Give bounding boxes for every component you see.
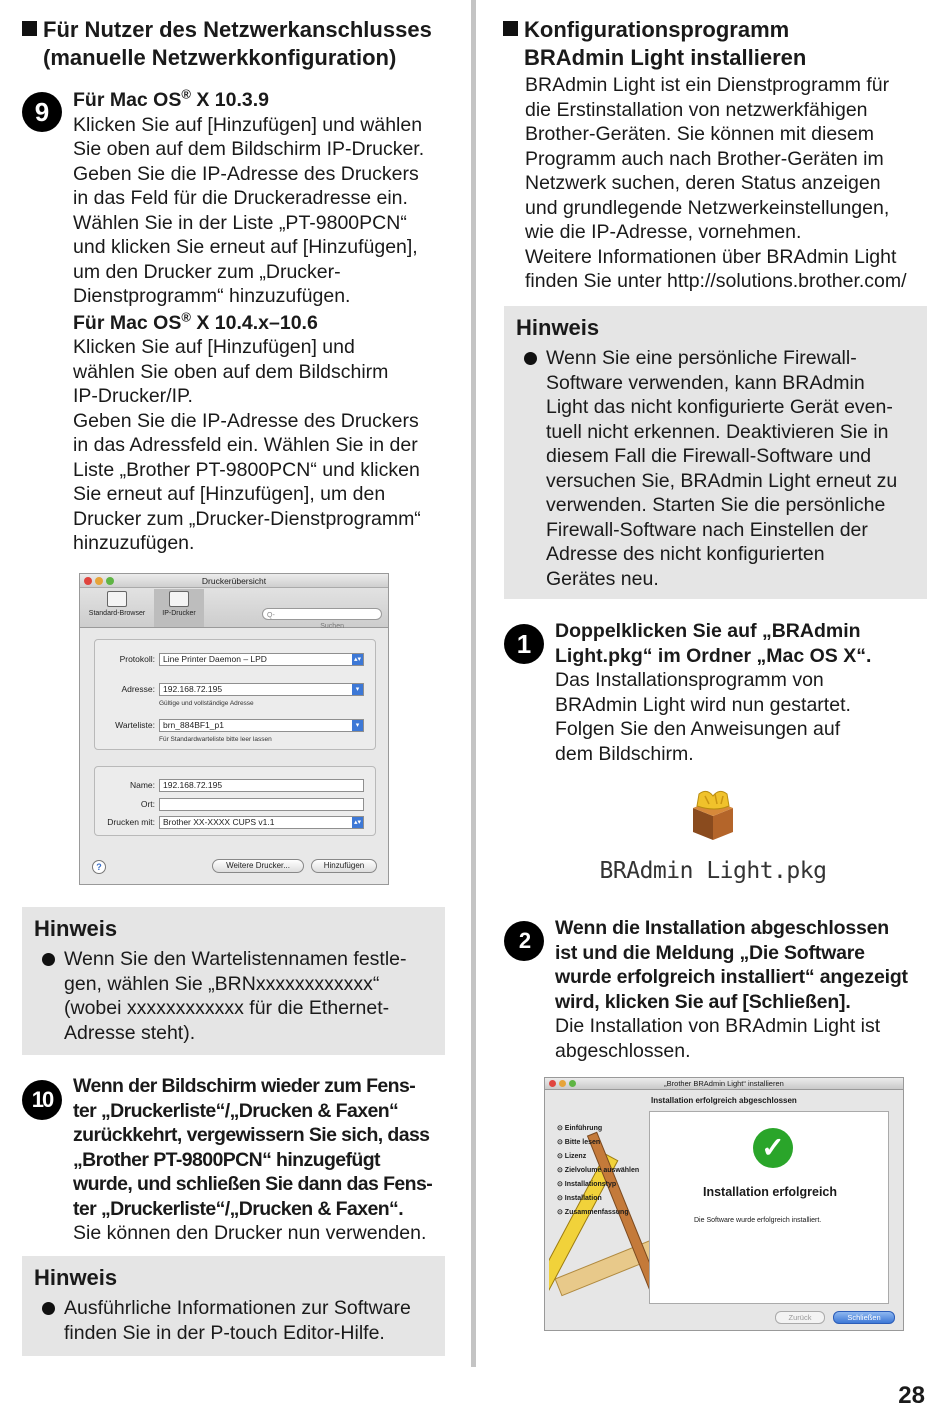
installer-content-panel bbox=[649, 1111, 889, 1304]
search-input[interactable] bbox=[262, 608, 382, 620]
step-10-body: Sie können den Drucker nun verwenden. bbox=[73, 1222, 427, 1244]
instruction-line: Wenn der Bildschirm wieder zum Fens- bbox=[73, 1075, 416, 1097]
text-line: Netzwerk suchen, deren Status anzeigen bbox=[525, 172, 881, 194]
text-line: IP-Drucker/IP. bbox=[73, 385, 193, 407]
page-number: 28 bbox=[898, 1382, 925, 1409]
text-line: Das Installationsprogramm von bbox=[555, 669, 824, 691]
installer-step-item: ⊙ Installationstyp bbox=[557, 1181, 617, 1188]
note-line: Wenn Sie eine persönliche Firewall- bbox=[546, 347, 857, 369]
heading-macos-1039: Für Mac OS® X 10.3.9 bbox=[73, 86, 270, 111]
add-button[interactable]: Hinzufügen bbox=[311, 859, 377, 873]
dropdown-arrow-icon[interactable]: ▾ bbox=[352, 684, 363, 695]
note-line: Gerätes neu. bbox=[546, 567, 659, 590]
instruction-line: ist und die Meldung „Die Software bbox=[555, 941, 865, 964]
back-button[interactable]: Zurück bbox=[775, 1311, 825, 1324]
instruction-line: Light.pkg“ im Ordner „Mac OS X“. bbox=[555, 644, 872, 667]
note-line: finden Sie in der P-touch Editor-Hilfe. bbox=[64, 1321, 385, 1344]
note-line: Adresse des nicht konfigurierten bbox=[546, 543, 825, 565]
section-title-line2: (manuelle Netzwerkkonfiguration) bbox=[43, 45, 397, 70]
text-line: und grundlegende Netzwerkeinstellungen, bbox=[525, 196, 890, 219]
square-bullet-icon bbox=[503, 21, 518, 36]
select-arrows-icon: ▴▾ bbox=[353, 656, 362, 663]
default-browser-button[interactable] bbox=[82, 591, 152, 619]
note-text bbox=[546, 346, 915, 591]
success-check-icon: ✓ bbox=[753, 1128, 793, 1168]
installer-step-item: ⊙ Zusammenfassung bbox=[557, 1209, 629, 1216]
step-1-content bbox=[555, 619, 935, 766]
instruction-line: ter „Druckerliste“/„Drucken & Faxen“ bbox=[73, 1099, 399, 1122]
note-box-queue bbox=[22, 907, 445, 1055]
step-9-body-a bbox=[73, 113, 453, 309]
step-9-body-b bbox=[73, 335, 453, 556]
note-line: versuchen Sie, BRAdmin Light erneut zu bbox=[546, 469, 898, 492]
success-message: Die Software wurde erfolgreich installiert. bbox=[694, 1217, 822, 1224]
search-label: Suchen bbox=[320, 623, 344, 630]
section-title-line1: Konfigurationsprogramm bbox=[524, 17, 790, 42]
text-line: Die Installation von BRAdmin Light ist bbox=[555, 1015, 881, 1037]
ip-printer-icon bbox=[169, 591, 189, 607]
installer-step-item: ⊙ Bitte lesen bbox=[557, 1139, 601, 1146]
step-9-badge: 9 bbox=[22, 92, 62, 132]
text-line: BRAdmin Light ist ein Dienstprogramm für bbox=[525, 74, 890, 96]
print-with-label: Drucken mit: bbox=[107, 817, 155, 827]
text-line: Geben Sie die IP-Adresse des Druckers bbox=[73, 409, 419, 432]
instruction-line: wurde erfolgreich installiert“ angezeigt bbox=[555, 966, 908, 988]
address-hint: Gültige und vollständige Adresse bbox=[159, 700, 254, 707]
step-1-badge: 1 bbox=[504, 624, 544, 664]
queue-input[interactable] bbox=[159, 719, 364, 732]
note-title: Hinweis bbox=[34, 1265, 118, 1290]
text-line: und klicken Sie erneut auf [Hinzufügen], bbox=[73, 236, 418, 258]
window-titlebar bbox=[545, 1078, 903, 1090]
printer-details-panel bbox=[94, 766, 376, 836]
default-browser-label: Standard-Browser bbox=[88, 610, 146, 617]
text-line: abgeschlossen. bbox=[555, 1039, 691, 1062]
select-arrows-icon: ▴▾ bbox=[353, 819, 362, 826]
note-line: Ausführliche Informationen zur Software bbox=[64, 1297, 411, 1319]
section-title-network bbox=[22, 16, 452, 72]
print-with-select[interactable] bbox=[159, 816, 364, 829]
step-1-body bbox=[555, 668, 935, 766]
zoom-window-icon[interactable] bbox=[106, 577, 114, 585]
protocol-value: Line Printer Daemon – LPD bbox=[163, 654, 267, 664]
protocol-label: Protokoll: bbox=[119, 654, 155, 664]
window-title: „Brother BRAdmin Light“ installieren bbox=[664, 1079, 784, 1088]
location-label: Ort: bbox=[140, 799, 155, 809]
close-button[interactable]: Schließen bbox=[833, 1311, 895, 1324]
text-line: Liste „Brother PT-9800PCN“ und klicken bbox=[73, 458, 420, 481]
print-with-value: Brother XX-XXXX CUPS v1.1 bbox=[163, 817, 275, 827]
installer-steps-list bbox=[557, 1124, 647, 1222]
note-line: gen, wählen Sie „BRNxxxxxxxxxxxx“ bbox=[64, 972, 380, 995]
note-line: diesem Fall die Firewall-Software und bbox=[546, 445, 872, 467]
step-10-badge: 10 bbox=[22, 1080, 62, 1120]
step-2-instruction bbox=[555, 916, 935, 1014]
note-line: Software verwenden, kann BRAdmin bbox=[546, 371, 865, 394]
bullet-dot-icon bbox=[42, 953, 55, 966]
text-line: Programm auch nach Brother-Geräten im bbox=[525, 147, 884, 170]
dropdown-arrow-icon[interactable]: ▾ bbox=[352, 720, 363, 731]
step-2-badge: 2 bbox=[504, 921, 544, 961]
bradmin-intro bbox=[525, 73, 935, 294]
heading-macos-104: Für Mac OS® X 10.4.x–10.6 bbox=[73, 309, 318, 334]
text-line: die Erstinstallation von netzwerkfähigen bbox=[525, 98, 868, 121]
note-line: Firewall-Software nach Einstellen der bbox=[546, 518, 868, 541]
ip-printer-button[interactable] bbox=[154, 589, 204, 627]
address-value: 192.168.72.195 bbox=[163, 684, 223, 694]
success-heading: Installation erfolgreich bbox=[702, 1185, 838, 1199]
text-line: wählen Sie oben auf dem Bildschirm bbox=[73, 360, 389, 383]
step-2-content bbox=[555, 916, 935, 1063]
ip-printer-label: IP-Drucker bbox=[162, 610, 196, 617]
instruction-line: wurde, und schließen Sie dann das Fens- bbox=[73, 1173, 433, 1195]
column-divider bbox=[471, 0, 476, 1367]
instruction-line: Doppelklicken Sie auf „BRAdmin bbox=[555, 620, 861, 642]
package-filename: BRAdmin Light.pkg bbox=[599, 858, 827, 884]
queue-label: Warteliste: bbox=[115, 720, 155, 730]
text-line: in das Adressfeld ein. Wählen Sie in der bbox=[73, 434, 418, 456]
text-line: in das Feld für die Druckeradresse ein. bbox=[73, 187, 408, 209]
text-line: Dienstprogramm“ hinzuzufügen. bbox=[73, 285, 351, 307]
text-line: Folgen Sie den Anweisungen auf bbox=[555, 718, 841, 740]
name-input[interactable] bbox=[159, 779, 364, 792]
close-window-icon[interactable] bbox=[84, 577, 92, 585]
step-10-content bbox=[73, 1074, 453, 1246]
help-icon[interactable]: ? bbox=[92, 860, 106, 874]
note-bullet bbox=[516, 346, 915, 591]
installer-step-item: ⊙ Installation bbox=[557, 1195, 602, 1202]
instruction-line: „Brother PT-9800PCN“ hinzugefügt bbox=[73, 1148, 380, 1171]
window-controls bbox=[84, 577, 114, 585]
note-bullet bbox=[34, 1296, 433, 1345]
search-icon: Q- bbox=[267, 612, 275, 619]
note-title: Hinweis bbox=[34, 916, 118, 941]
close-window-icon[interactable] bbox=[549, 1080, 556, 1087]
step-2-body bbox=[555, 1014, 935, 1063]
window-controls bbox=[549, 1080, 576, 1087]
section-title-line2: BRAdmin Light installieren bbox=[524, 45, 807, 70]
zoom-window-icon[interactable] bbox=[569, 1080, 576, 1087]
text-line: Weitere Informationen über BRAdmin Light bbox=[525, 245, 897, 268]
name-value: 192.168.72.195 bbox=[163, 780, 223, 790]
installer-header: Installation erfolgreich abgeschlossen bbox=[651, 1096, 797, 1105]
installer-step-item: ⊙ Einführung bbox=[557, 1125, 603, 1132]
note-text bbox=[64, 1296, 433, 1345]
note-title: Hinweis bbox=[516, 315, 600, 340]
square-bullet-icon bbox=[22, 21, 37, 36]
text-line: Klicken Sie auf [Hinzufügen] und wählen bbox=[73, 113, 423, 136]
instruction-line: Wenn die Installation abgeschlossen bbox=[555, 917, 889, 939]
note-line: verwenden. Starten Sie die persönliche bbox=[546, 494, 886, 516]
address-input[interactable] bbox=[159, 683, 364, 696]
text-line: Wählen Sie in der Liste „PT-9800PCN“ bbox=[73, 211, 407, 234]
text-line: Brother-Geräten. Sie können mit diesem bbox=[525, 123, 875, 145]
connection-panel bbox=[94, 639, 376, 750]
text-line: um den Drucker zum „Drucker- bbox=[73, 260, 341, 283]
name-label: Name: bbox=[129, 780, 155, 790]
text-line: Geben Sie die IP-Adresse des Druckers bbox=[73, 162, 419, 185]
printer-icon bbox=[107, 591, 127, 607]
protocol-select[interactable] bbox=[159, 653, 364, 666]
text-line: wie die IP-Adresse, vornehmen. bbox=[525, 221, 802, 243]
window-titlebar bbox=[80, 574, 388, 588]
installer-step-item: ⊙ Lizenz bbox=[557, 1153, 587, 1160]
text-line: Sie erneut auf [Hinzufügen], um den bbox=[73, 483, 386, 505]
text-line: Klicken Sie auf [Hinzufügen] und bbox=[73, 336, 355, 358]
step-1-instruction bbox=[555, 619, 935, 668]
note-line: Light das nicht konfigurierte Gerät even- bbox=[546, 396, 893, 418]
bullet-dot-icon bbox=[42, 1302, 55, 1315]
text-line: Drucker zum „Drucker-Dienstprogramm“ bbox=[73, 507, 421, 530]
note-line: Adresse steht). bbox=[64, 1021, 196, 1044]
text-line: hinzuzufügen. bbox=[73, 532, 195, 554]
text-line: Sie oben auf dem Bildschirm IP-Drucker. bbox=[73, 138, 425, 160]
bullet-dot-icon bbox=[524, 352, 537, 365]
text-line: BRAdmin Light wird nun gestartet. bbox=[555, 693, 851, 716]
package-icon bbox=[685, 786, 741, 842]
note-box-help bbox=[22, 1256, 445, 1356]
minimize-window-icon[interactable] bbox=[559, 1080, 566, 1087]
text-line: dem Bildschirm. bbox=[555, 742, 694, 765]
section-title-bradmin bbox=[503, 16, 933, 72]
toolbar bbox=[80, 588, 388, 628]
note-text bbox=[64, 947, 433, 1045]
note-line: (wobei xxxxxxxxxxxx für die Ethernet- bbox=[64, 997, 390, 1019]
more-printers-button[interactable]: Weitere Drucker... bbox=[212, 859, 304, 873]
instruction-line: wird, klicken Sie auf [Schließen]. bbox=[555, 990, 851, 1013]
note-line: Wenn Sie den Wartelistennamen festle- bbox=[64, 948, 407, 970]
bradmin-pkg-file[interactable] bbox=[597, 786, 829, 890]
installer-step-item: ⊙ Zielvolume auswählen bbox=[557, 1167, 640, 1174]
note-line: tuell nicht erkennen. Deaktivieren Sie in bbox=[546, 420, 889, 443]
instruction-line: ter „Druckerliste“/„Drucken & Faxen“. bbox=[73, 1197, 404, 1220]
printer-browser-screenshot bbox=[79, 573, 389, 885]
queue-value: brn_884BF1_p1 bbox=[163, 720, 224, 730]
step-9-content bbox=[73, 88, 453, 556]
text-line: finden Sie unter http://solutions.brother.com/ bbox=[525, 270, 907, 292]
window-title: Druckerübersicht bbox=[201, 576, 267, 586]
minimize-window-icon[interactable] bbox=[95, 577, 103, 585]
section-title-line1: Für Nutzer des Netzwerkanschlusses bbox=[43, 17, 432, 42]
step-10-instruction bbox=[73, 1074, 453, 1221]
location-input[interactable] bbox=[159, 798, 364, 811]
note-bullet bbox=[34, 947, 433, 1045]
queue-hint: Für Standardwarteliste bitte leer lassen bbox=[159, 736, 272, 743]
installer-screenshot bbox=[544, 1077, 904, 1331]
address-label: Adresse: bbox=[121, 684, 155, 694]
instruction-line: zurückkehrt, vergewissern Sie sich, dass bbox=[73, 1124, 430, 1146]
note-box-firewall bbox=[504, 306, 927, 599]
